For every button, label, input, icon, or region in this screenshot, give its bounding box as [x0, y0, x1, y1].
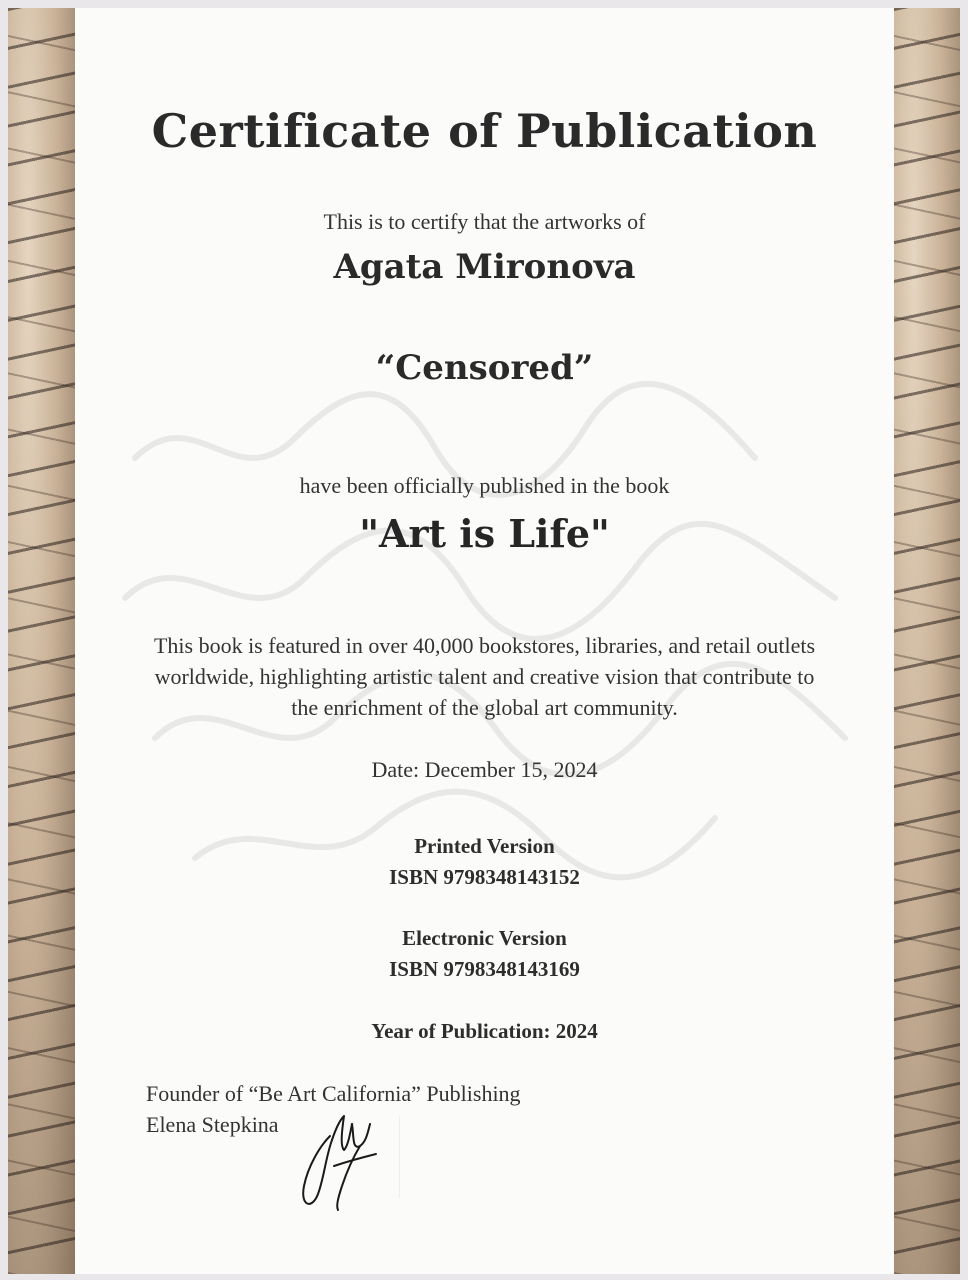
description-paragraph: This book is featured in over 40,000 bookstores, libraries, and retail outlets worldwide, highlighting artistic talent and creative vision that contribute to the enrichment of the global art community.: [153, 633, 816, 720]
published-text: have been officially published in the book: [299, 473, 670, 498]
certificate-title: Certificate of Publication: [151, 104, 818, 158]
left-calligraphy-border: [8, 8, 75, 1274]
signature-divider: [399, 1116, 400, 1198]
publication-date: Date: December 15, 2024: [371, 757, 598, 782]
certificate-frame: [8, 8, 960, 1274]
printed-isbn: ISBN 9798348143152: [389, 865, 580, 889]
artwork-title: “Censored”: [375, 348, 594, 388]
electronic-version-label: Electronic Version: [402, 926, 567, 950]
printed-version-label: Printed Version: [414, 834, 555, 858]
right-calligraphy-border: [894, 8, 960, 1274]
electronic-isbn: ISBN 9798348143169: [389, 957, 580, 981]
founder-title: Founder of “Be Art California” Publishing: [146, 1081, 521, 1106]
year-of-publication: Year of Publication: 2024: [371, 1019, 598, 1043]
certify-text: This is to certify that the artworks of: [323, 209, 646, 234]
book-title: "Art is Life": [359, 511, 610, 556]
certificate-paper: [75, 8, 894, 1274]
founder-name: Elena Stepkina: [146, 1112, 279, 1137]
artist-name: Agata Mironova: [333, 247, 636, 287]
handwritten-signature: [290, 1106, 390, 1216]
